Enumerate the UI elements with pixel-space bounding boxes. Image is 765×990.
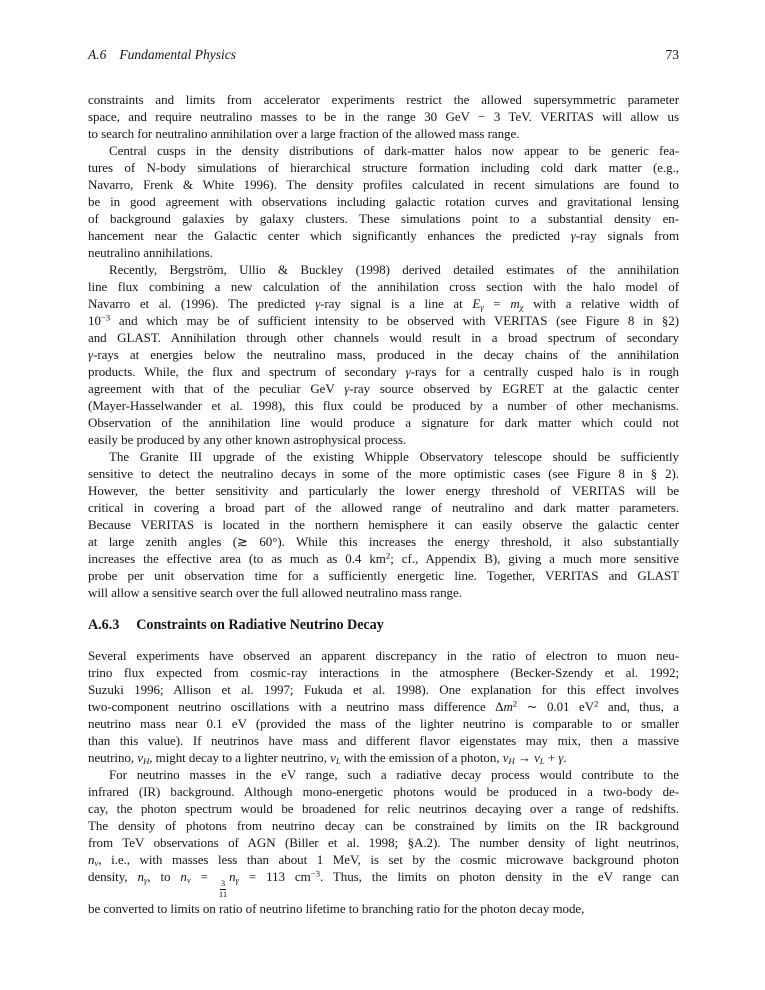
text-line: two-component neutrino oscillations with a neutrino mass difference $\Delta m^2$ ∼ 0.01 $eV^2$ and, thus, a <box>88 698 679 714</box>
text-line: line flux combining a new calculation of the annihilation cross section with the halo model of <box>88 279 679 294</box>
text-line: and GLAST. Annihilation through other channels would result in a broad spectrum of secondary <box>88 330 679 345</box>
text-line: will allow a sensitive search over the full allowed neutralino mass range. <box>88 585 462 600</box>
text-line: hancement near the Galactic center which significantly enhances the predicted γ-ray signals from <box>88 228 679 243</box>
text-line: constraints and limits from accelerator experiments restrict the allowed supersymmetric parameter <box>88 92 679 107</box>
text-line: be converted to limits on ratio of neutrino lifetime to branching ratio for the photon decay mode, <box>88 900 585 916</box>
paragraph <box>88 448 679 601</box>
text-line: Because VERITAS is located in the northern hemisphere it can easily observe the galactic center <box>88 517 679 532</box>
text-line: Observation of the annihilation line would produce a signature for dark matter which could not <box>88 415 679 430</box>
section-heading-number: A.6.3 <box>88 617 120 633</box>
text-line: trino flux expected from cosmic-ray interactions in the atmosphere (Becker-Szendy et al. 1992; <box>88 665 679 680</box>
text-line: γ-rays at energies below the neutralino mass, produced in the decay chains of the annihilation <box>88 347 679 362</box>
text-line: Recently, Bergström, Ullio & Buckley (1998) derived detailed estimates of the annihilation <box>109 262 679 277</box>
text-line: Several experiments have observed an apparent discrepancy in the ratio of electron to muon neu- <box>88 648 679 663</box>
paragraph <box>88 142 679 261</box>
text-line: of background galaxies by galaxy clusters. These simulations point to a substantial density en- <box>88 211 679 226</box>
text-line: Navarro et al. (1996). The predicted γ-ray signal is a line at $E_\gamma = m_\chi$ with a relative width of <box>88 296 679 313</box>
text-line: products. While, the flux and spectrum of secondary γ-rays for a centrally cusped halo is in rough <box>88 364 679 379</box>
text-line: at large zenith angles (≳ 60°). While this increases the energy threshold, it also substantially <box>88 534 679 549</box>
text-line: Central cusps in the density distributions of dark-matter halos now appear to be generic fea- <box>109 143 679 158</box>
text-line: Navarro, Frenk & White 1996). The density profiles calculated in recent simulations are found to <box>88 177 679 192</box>
text-line: The density of photons from neutrino decay can be constrained by limits on the IR background <box>88 818 679 833</box>
text-line: space, and require neutralino masses to be in the range 30 GeV − 3 TeV. VERITAS will allow us <box>88 109 679 124</box>
text-line: neutrino, $\nu_H$, might decay to a lighter neutrino, $\nu_L$ with the emission of a photon, $\nu_H \to \nu_L + \gamma$. <box>88 750 567 767</box>
section-heading-title: Constraints on Radiative Neutrino Decay <box>136 617 384 633</box>
text-line: neutrino mass near 0.1 eV (provided the mass of the lighter neutrino is comparable to or smaller <box>88 716 679 731</box>
text-line: from TeV observations of AGN (Biller et al. 1998; §A.2). The number density of light neutrinos, <box>88 835 679 850</box>
text-line: (Mayer-Hasselwander et al. 1998), this flux could be produced by a number of other mechanisms. <box>88 398 679 413</box>
text-line: $10^{-3}$ and which may be of sufficient intensity to be observed with VERITAS (see Figure 8 in §2) <box>88 312 679 328</box>
text-line: tures of N-body simulations of hierarchical structure formation including cold dark matter (e.g., <box>88 160 679 175</box>
paragraph <box>88 766 679 917</box>
page-header <box>88 47 679 63</box>
paragraph <box>88 91 679 142</box>
running-head-section-number: A.6 <box>88 47 107 62</box>
text-line: density, $n_\gamma$, to $n_\nu$ = $\frac{3}{11}$ $n_\gamma = 113$ $cm^{-3}$. Thus, the limits on photon density in the eV range can <box>88 868 680 899</box>
text-line: For neutrino masses in the eV range, such a radiative decay process would contribute to the <box>109 767 679 782</box>
text-line: agreement with that of the peculiar GeV γ-ray source observed by EGRET at the galactic center <box>88 381 679 396</box>
text-line: to search for neutralino annihilation over a large fraction of the allowed mass range. <box>88 126 520 141</box>
text-line: However, the better sensitivity and particularly the lower energy threshold of VERITAS will be <box>88 483 679 498</box>
text-line: probe per unit observation time for a sufficiently energetic line. Together, VERITAS and GLAST <box>88 568 679 583</box>
text-line: critical in covering a broad part of the allowed range of neutralino and dark matter parameters. <box>88 500 679 515</box>
document-body <box>88 91 679 917</box>
running-head-section-title: Fundamental Physics <box>119 47 236 62</box>
page-number: 73 <box>665 47 679 62</box>
text-line: cay, the photon spectrum would be broadened for relic neutrinos decaying over a range of redshifts. <box>88 801 679 816</box>
paragraph <box>88 261 679 448</box>
text-line: infrared (IR) background. Although mono-energetic photons would be produced in a two-body de- <box>88 784 679 799</box>
text-line: easily be produced by any other known astrophysical process. <box>88 432 407 447</box>
running-head <box>88 47 236 63</box>
text-line: The Granite III upgrade of the existing Whipple Observatory telescope should be sufficiently <box>109 449 679 464</box>
paragraph <box>88 647 679 766</box>
text-line: sensitive to detect the neutralino decays in some of the more optimistic cases (see Figure 8 in § 2). <box>88 466 679 481</box>
section-heading <box>88 616 679 634</box>
text-line: $n_\nu$, i.e., with masses less than about 1 MeV, is set by the cosmic microwave background photon <box>88 852 679 869</box>
text-line: increases the effective area (to as much as 0.4 $km^2$; cf., Appendix B), giving a much more sensitive <box>88 550 679 566</box>
text-line: neutralino annihilations. <box>88 245 213 260</box>
text-line: Suzuki 1996; Allison et al. 1997; Fukuda et al. 1998). One explanation for this effect involves <box>88 682 679 697</box>
text-line: than this value). If neutrinos have mass and different flavor eigenstates may mix, then a massive <box>88 733 679 748</box>
text-line: be in good agreement with observations including galactic rotation curves and gravitational lensing <box>88 194 679 209</box>
